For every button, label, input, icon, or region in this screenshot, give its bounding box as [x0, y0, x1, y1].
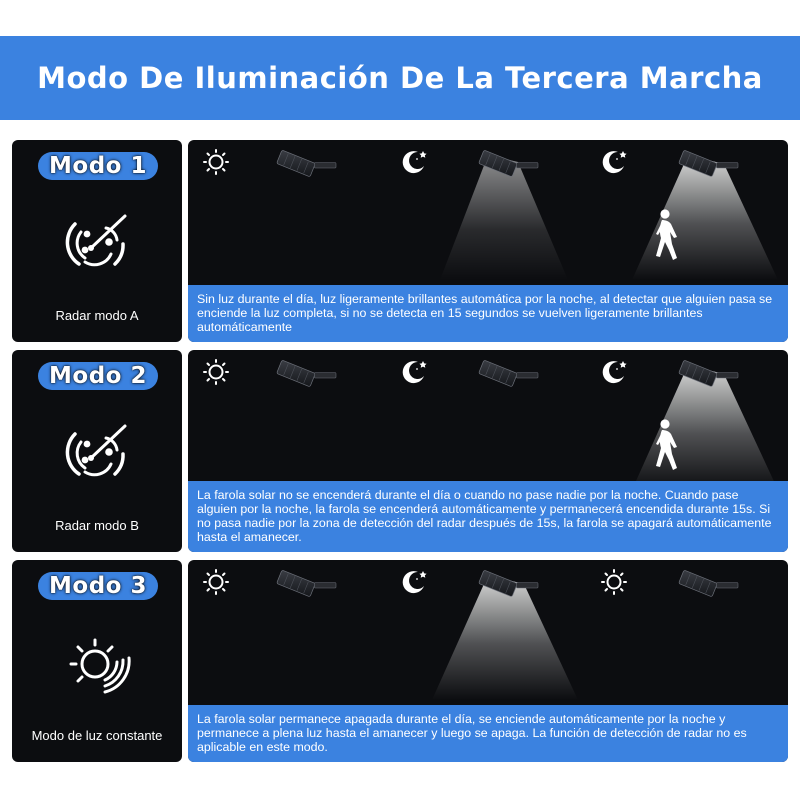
mode-badge-label: Modo 1: [49, 153, 147, 179]
moon-icon: [403, 151, 427, 173]
mode-description: Sin luz durante el día, luz ligeramente brillantes automática por la noche, al detectar que alguien pasa se enciende la luz completa, si no se detecta en 15 segundos se vuelven ligeramente brillantes automáticamente: [188, 285, 788, 342]
sun-icon: [204, 150, 228, 174]
light-sensor-icon: [57, 622, 137, 702]
mode-badge-label: Modo 3: [49, 573, 147, 599]
sun-icon: [204, 360, 228, 384]
mode-caption: Radar modo B: [55, 518, 139, 533]
moon-icon: [403, 361, 427, 383]
radar-icon: [57, 412, 137, 492]
page-title: Modo De Iluminación De La Tercera Marcha: [37, 61, 763, 95]
title-banner: [0, 36, 800, 120]
mode-row-2: [12, 350, 788, 552]
mode-scene-3: [188, 560, 788, 762]
mode-caption: Modo de luz constante: [31, 728, 163, 743]
mode-card-3: [12, 560, 182, 762]
scene-illustration: [188, 560, 788, 700]
mode-badge-2: [38, 362, 158, 390]
scene-illustration: [188, 350, 788, 490]
sun-icon: [602, 570, 626, 594]
mode-caption: Radar modo A: [55, 308, 139, 323]
mode-card-2: [12, 350, 182, 552]
moon-icon: [603, 151, 627, 173]
street-lamp-off: [277, 360, 336, 387]
mode-row-3: [12, 560, 788, 762]
mode-row-1: [12, 140, 788, 342]
sun-icon: [204, 570, 228, 594]
mode-description: La farola solar permanece apagada durante el día, se enciende automáticamente por la noche y permanece a plena luz hasta el amanecer y luego se apaga. La función de detección de radar no es aplicable en este modo.: [188, 705, 788, 762]
street-lamp-off: [679, 570, 738, 597]
street-lamp-off: [277, 570, 336, 597]
mode-scene-2: [188, 350, 788, 552]
street-lamp-off: [277, 150, 336, 177]
radar-icon: [57, 202, 137, 282]
mode-description: La farola solar no se encenderá durante el día o cuando no pase nadie por la noche. Cuando pase alguien por la noche, la farola se encenderá automáticamente y permanecerá encendida durante 15s. Si no pasa nadie por la zona de detección del radar después de 15s, la farola se apagará automáticamente hasta el amanecer.: [188, 481, 788, 552]
mode-badge-1: [38, 152, 158, 180]
street-lamp-off: [479, 360, 538, 387]
moon-icon: [403, 571, 427, 593]
mode-scene-1: [188, 140, 788, 342]
moon-icon: [603, 361, 627, 383]
mode-card-1: [12, 140, 182, 342]
mode-badge-label: Modo 2: [49, 363, 147, 389]
scene-illustration: [188, 140, 788, 280]
mode-badge-3: [38, 572, 158, 600]
